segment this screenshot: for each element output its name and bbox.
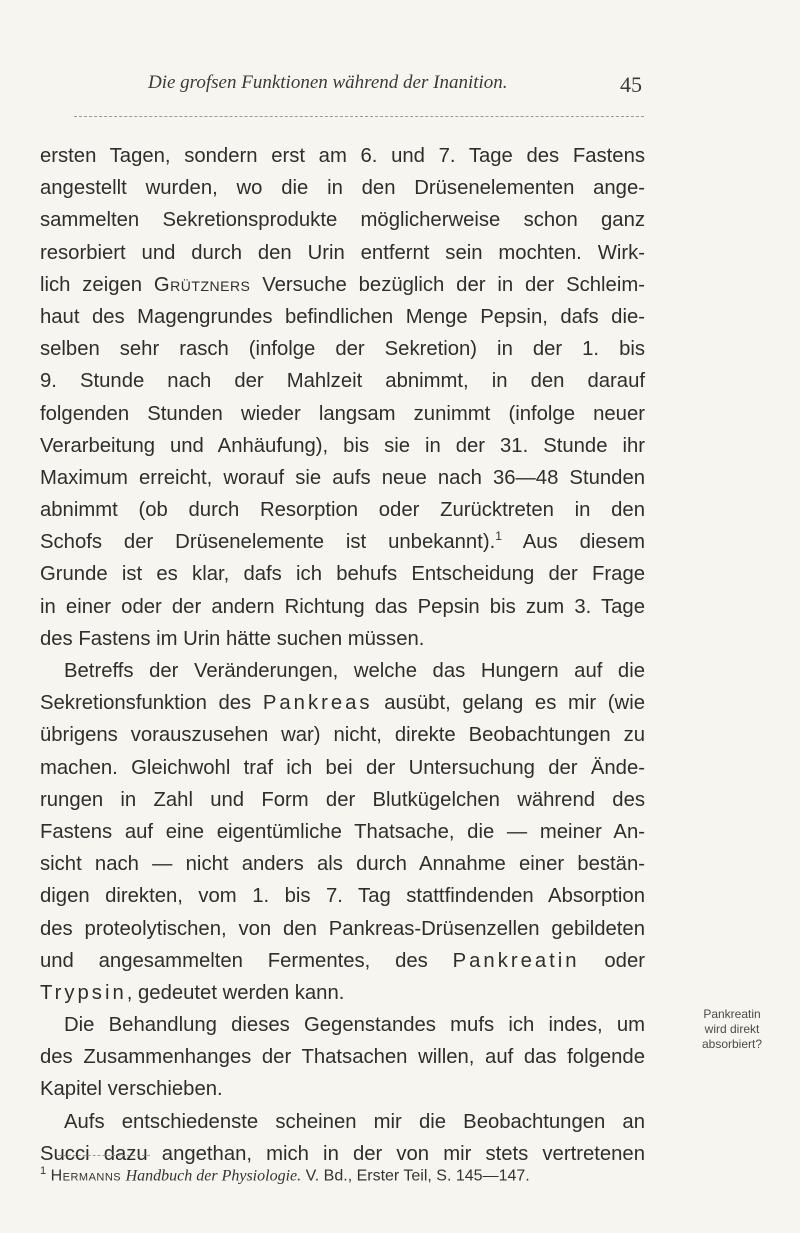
- text-line: abnimmt (ob durch Resorption oder Zurücktreten in den: [40, 499, 645, 522]
- text-line: rungen in Zahl und Form der Blutkügelchen während des: [40, 788, 645, 811]
- text-line: Maximum erreicht, worauf sie aufs neue nach 36—48 Stunden: [40, 466, 645, 489]
- text-line: folgenden Stunden wieder langsam zunimmt (infolge neuer: [40, 402, 645, 425]
- footnote-marker: 1: [495, 529, 502, 544]
- text-run: und angesammelten Fermentes, des: [40, 949, 428, 972]
- margin-note-line: wird direkt: [704, 1022, 760, 1036]
- text-line: digen direkten, vom 1. bis 7. Tag stattfindenden Absorption: [40, 885, 645, 908]
- text-run: , gedeutet werden kann.: [126, 981, 345, 1004]
- footnote: [40, 1160, 680, 1187]
- text-line: des proteolytischen, von den Pankreas-Drüsenzellen gebildeten: [40, 917, 645, 940]
- text-line: des Fastens im Urin hätte suchen müssen.: [40, 627, 425, 650]
- footnote-author: Hermanns: [50, 1167, 122, 1185]
- text-line: selben sehr rasch (infolge der Sekretion) in der 1. bis: [40, 338, 645, 361]
- text-line: Grunde ist es klar, dafs ich behufs Entscheidung der Frage: [40, 563, 645, 586]
- text-line: [40, 977, 645, 1009]
- text-line: 9. Stunde nach der Mahlzeit abnimmt, in den darauf: [40, 370, 645, 393]
- text-line: sicht nach — nicht anders als durch Annahme einer bestän-: [40, 853, 645, 876]
- spaced-term: Pankreatin: [452, 949, 580, 972]
- author-name: Grützners: [153, 273, 251, 296]
- spaced-term: Pankreas: [262, 692, 373, 715]
- text-line: des Zusammenhanges der Thatsachen willen, auf das folgende: [40, 1046, 645, 1069]
- text-line: [40, 687, 645, 719]
- text-line: übrigens vorauszusehen war) nicht, direkte Beobachtungen zu: [40, 724, 645, 747]
- text-line: sammelten Sekretionsprodukte möglicherweise schon ganz: [40, 209, 645, 232]
- footnote-number: 1: [40, 1165, 47, 1177]
- text-line: Fastens auf eine eigentümliche Thatsache, die — meiner An-: [40, 820, 645, 843]
- text-line: in einer oder der andern Richtung das Pepsin bis zum 3. Tage: [40, 595, 645, 618]
- text-line: resorbiert und durch den Urin entfernt sein mochten. Wirk-: [40, 241, 645, 264]
- margin-note-line: absorbiert?: [701, 1037, 763, 1051]
- text-line: ersten Tagen, sondern erst am 6. und 7. Tage des Fastens: [40, 145, 645, 167]
- page-header: [0, 72, 800, 112]
- text-line: [40, 269, 645, 301]
- running-title: Die grofsen Funktionen während der Inanition.: [148, 72, 508, 93]
- text-run: lich zeigen: [40, 273, 143, 296]
- margin-note-line: Pankreatin: [703, 1007, 761, 1021]
- footnote-rule: [58, 1155, 150, 1156]
- header-rule: [74, 116, 644, 117]
- text-line: machen. Gleichwohl traf ich bei der Untersuchung der Ände-: [40, 756, 645, 779]
- spaced-term: Trypsin: [40, 981, 127, 1004]
- text-line: Betreffs der Veränderungen, welche das Hungern auf die: [64, 660, 645, 682]
- text-line: Verarbeitung und Anhäufung), bis sie in der 31. Stunde ihr: [40, 434, 645, 457]
- text-run: Sekretionsfunktion des: [40, 692, 252, 715]
- text-run: Aus diesem: [522, 531, 645, 554]
- text-line: Die Behandlung dieses Gegenstandes mufs ich indes, um: [64, 1014, 645, 1037]
- text-run: Versuche bezüglich der in der Schleim-: [262, 273, 645, 296]
- text-line: Aufs entschiedenste scheinen mir die Beobachtungen an: [64, 1110, 645, 1133]
- text-run: Schofs der Drüsenelemente ist unbekannt).: [40, 531, 496, 554]
- text-line: angestellt wurden, wo die in den Drüsenelementen ange-: [40, 177, 645, 200]
- margin-note: [676, 1007, 788, 1052]
- text-run: oder: [604, 949, 645, 972]
- text-line: Kapitel verschieben.: [40, 1078, 223, 1101]
- page-number: 45: [620, 72, 642, 97]
- text-line: [40, 526, 645, 558]
- text-line: [40, 945, 645, 977]
- text-line: Succi dazu angethan, mich in der von mir stets vertretenen: [40, 1142, 645, 1165]
- text-run: ausübt, gelang es mir (wie: [384, 692, 645, 715]
- footnote-title: Handbuch der Physiologie.: [125, 1167, 302, 1185]
- footnote-rest: V. Bd., Erster Teil, S. 145—147.: [305, 1167, 530, 1185]
- text-line: haut des Magengrundes befindlichen Menge Pepsin, dafs die-: [40, 305, 645, 328]
- body-text: [40, 140, 645, 1170]
